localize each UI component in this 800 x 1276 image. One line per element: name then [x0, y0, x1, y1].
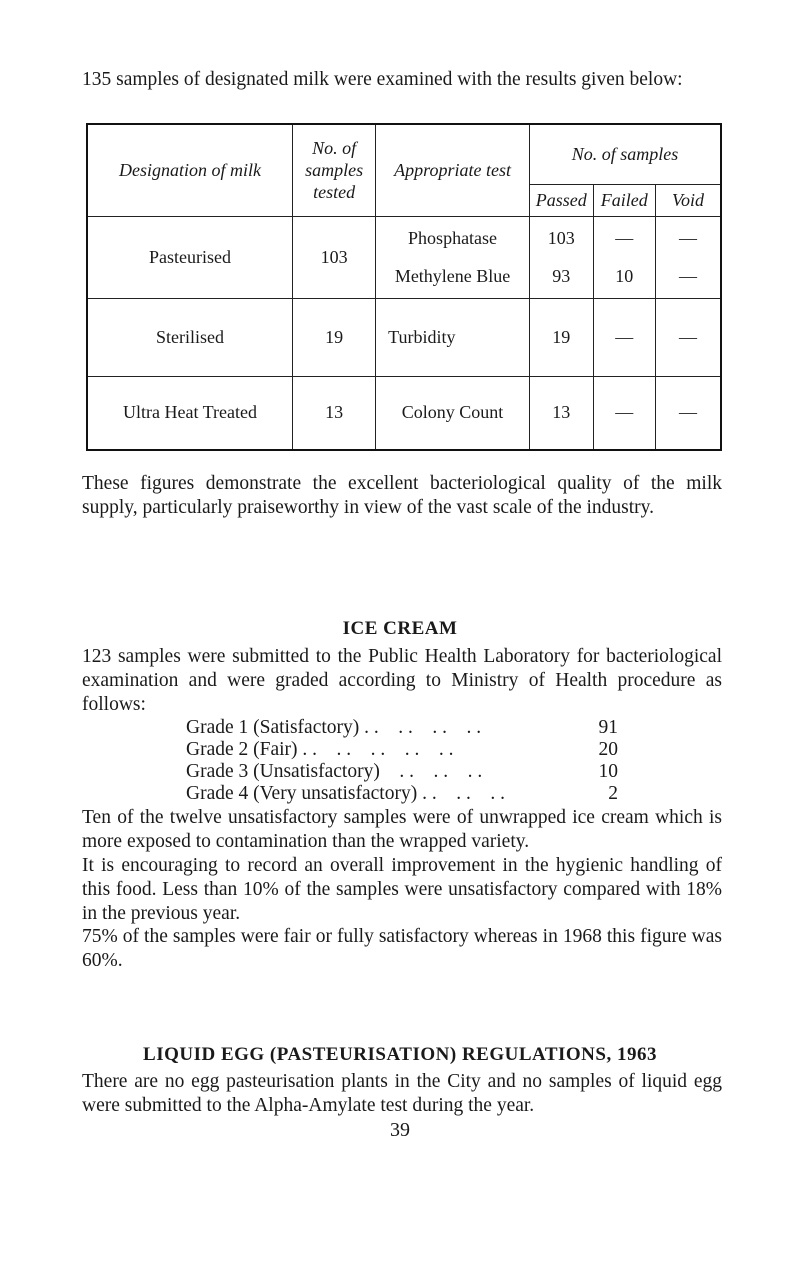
failed-cell: —	[593, 376, 656, 450]
void-cell	[656, 216, 721, 298]
table-row	[87, 216, 721, 298]
header-designation: Designation of milk	[87, 124, 293, 216]
grade-label: Grade 1 (Satisfactory) . . . . . . . .	[186, 717, 482, 738]
grade-label: Grade 2 (Fair) . . . . . . . . . .	[186, 739, 454, 760]
ice-cream-intro: 123 samples were submitted to the Public Health Laboratory for bacteriological examination and were graded according to Ministry of Health procedure as follows:	[82, 646, 722, 715]
passed-cell: 19	[529, 298, 593, 376]
list-item	[186, 783, 618, 805]
header-samples-tested: No. of samples tested	[293, 124, 376, 216]
failed-value: 10	[615, 265, 634, 286]
grade-value: 10	[598, 761, 618, 782]
passed-value: 93	[552, 265, 571, 286]
unwrapped-paragraph: Ten of the twelve unsatisfactory samples were of unwrapped ice cream which is more exposed to contamination than the wrapped variety.	[82, 807, 722, 852]
test-cell	[376, 216, 530, 298]
ice-cream-heading: ICE CREAM	[342, 618, 458, 639]
test-cell: Colony Count	[376, 376, 530, 450]
grade-value: 20	[598, 739, 618, 760]
tested-cell: 103	[293, 216, 376, 298]
void-cell: —	[656, 376, 721, 450]
designation-cell: Sterilised	[87, 298, 293, 376]
header-void: Void	[656, 184, 721, 216]
list-item	[186, 739, 618, 761]
milk-results-table	[86, 123, 722, 451]
passed-cell	[529, 216, 593, 298]
grade-value: 91	[598, 717, 618, 738]
tested-cell: 19	[293, 298, 376, 376]
header-passed: Passed	[529, 184, 593, 216]
designation-cell: Ultra Heat Treated	[87, 376, 293, 450]
test-name: Methylene Blue	[394, 265, 511, 286]
grade-list	[186, 717, 618, 805]
liquid-egg-paragraph: There are no egg pasteurisation plants in the City and no samples of liquid egg were submitted to the Alpha-Amylate test during the year.	[82, 1071, 722, 1116]
test-name: Phosphatase	[408, 227, 498, 248]
void-cell: —	[656, 298, 721, 376]
list-item	[186, 717, 618, 739]
passed-cell: 13	[529, 376, 593, 450]
void-value: —	[679, 227, 698, 248]
header-failed: Failed	[593, 184, 656, 216]
intro-paragraph: 135 samples of designated milk were examined with the results given below:	[82, 69, 683, 90]
comparison-paragraph: 75% of the samples were fair or fully satisfactory whereas in 1968 this figure was 60%.	[82, 926, 722, 971]
liquid-egg-heading: LIQUID EGG (PASTEURISATION) REGULATIONS, 1963	[143, 1044, 657, 1065]
grade-value: 2	[608, 783, 618, 804]
header-no-of-samples: No. of samples	[529, 124, 721, 184]
passed-value: 103	[547, 227, 575, 248]
table-row	[87, 376, 721, 450]
grade-label: Grade 4 (Very unsatisfactory) . . . . . .	[186, 783, 505, 804]
figures-paragraph: These figures demonstrate the excellent bacteriological quality of the milk supply, particularly praiseworthy in view of the vast scale of the industry.	[82, 473, 722, 518]
designation-cell: Pasteurised	[87, 216, 293, 298]
list-item	[186, 761, 618, 783]
grade-label: Grade 3 (Unsatisfactory) . . . . . .	[186, 761, 483, 782]
tested-cell: 13	[293, 376, 376, 450]
header-appropriate-test: Appropriate test	[376, 124, 530, 216]
failed-value: —	[615, 227, 634, 248]
void-value: —	[679, 265, 698, 286]
page-number: 39	[390, 1119, 410, 1141]
test-cell: Turbidity	[376, 298, 530, 376]
improvement-paragraph: It is encouraging to record an overall improvement in the hygienic handling of this food. Less than 10% of the samples were unsatisfactory compared with 18% in the previous year.	[82, 855, 722, 924]
failed-cell: —	[593, 298, 656, 376]
failed-cell	[593, 216, 656, 298]
table-row	[87, 298, 721, 376]
